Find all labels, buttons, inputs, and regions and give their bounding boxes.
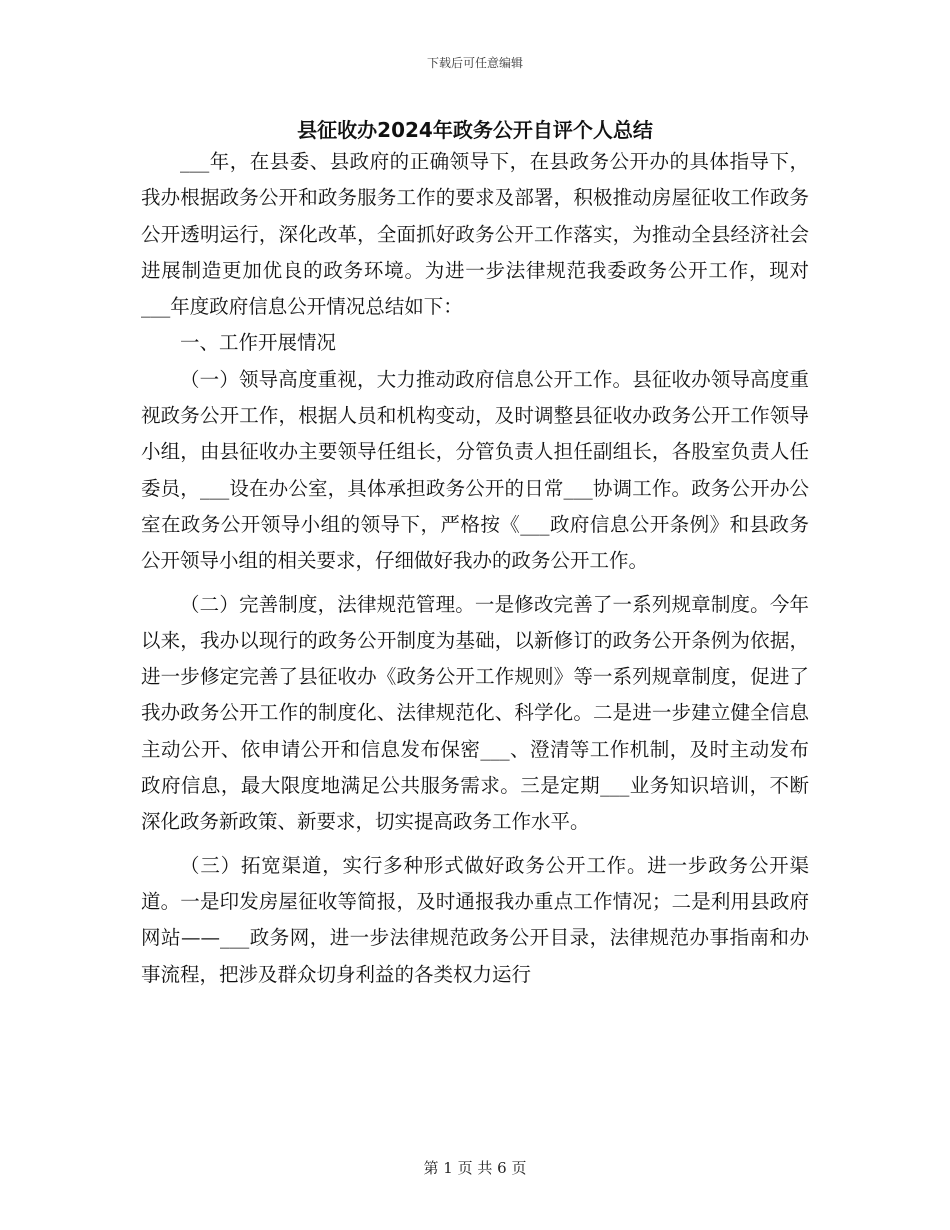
page-header: 下载后可任意编辑 xyxy=(426,56,523,70)
page-footer: 第 1 页 共 6 页 xyxy=(423,1159,527,1177)
paragraph-intro: ___年，在县委、县政府的正确领导下，在县政务公开办的具体指导下，我办根据政务公开和政务服务工作的要求及部署，积极推动房屋征收工作政务公开透明运行，深化改革，全面抓好政务公开工作落实，为推动全县经济社会进展制造更加优良的政务环境。为进一步法律规范我委政务公开工作，现对___年度政府信息公开情况总结如下： xyxy=(141,150,809,319)
document-title: 县征收办2024年政务公开自评个人总结 xyxy=(297,118,653,142)
paragraph-channels: （三）拓宽渠道，实行多种形式做好政务公开工作。进一步政务公开渠道。一是印发房屋征收等简报，及时通报我办重点工作情况；二是利用县政府网站——___政务网，进一步法律规范政务公开目录，法律规范办事指南和办事流程，把涉及群众切身利益的各类权力运行 xyxy=(141,853,809,986)
section-heading: 一、工作开展情况 xyxy=(180,331,337,355)
paragraph-leadership: （一）领导高度重视，大力推动政府信息公开工作。县征收办领导高度重视政务公开工作，根据人员和机构变动，及时调整县征收办政务公开工作领导小组，由县征收办主要领导任组长，分管负责人担任副组长，各股室负责人任委员，___设在办公室，具体承担政务公开的日常___协调工作。政务公开办公室在政务公开领导小组的领导下，严格按《___政府信息公开条例》和县政务公开领导小组的相关要求，仔细做好我办的政务公开工作。 xyxy=(141,367,809,573)
paragraph-systems: （二）完善制度，法律规范管理。一是修改完善了一系列规章制度。今年以来，我办以现行的政务公开制度为基础，以新修订的政务公开条例为依据，进一步修定完善了县征收办《政务公开工作规则》等一系列规章制度，促进了我办政务公开工作的制度化、法律规范化、科学化。二是进一步建立健全信息主动公开、依申请公开和信息发布保密___、澄清等工作机制，及时主动发布政府信息，最大限度地满足公共服务需求。三是定期___业务知识培训，不断深化政务新政策、新要求，切实提高政务工作水平。 xyxy=(141,592,809,834)
document-body xyxy=(141,144,809,993)
